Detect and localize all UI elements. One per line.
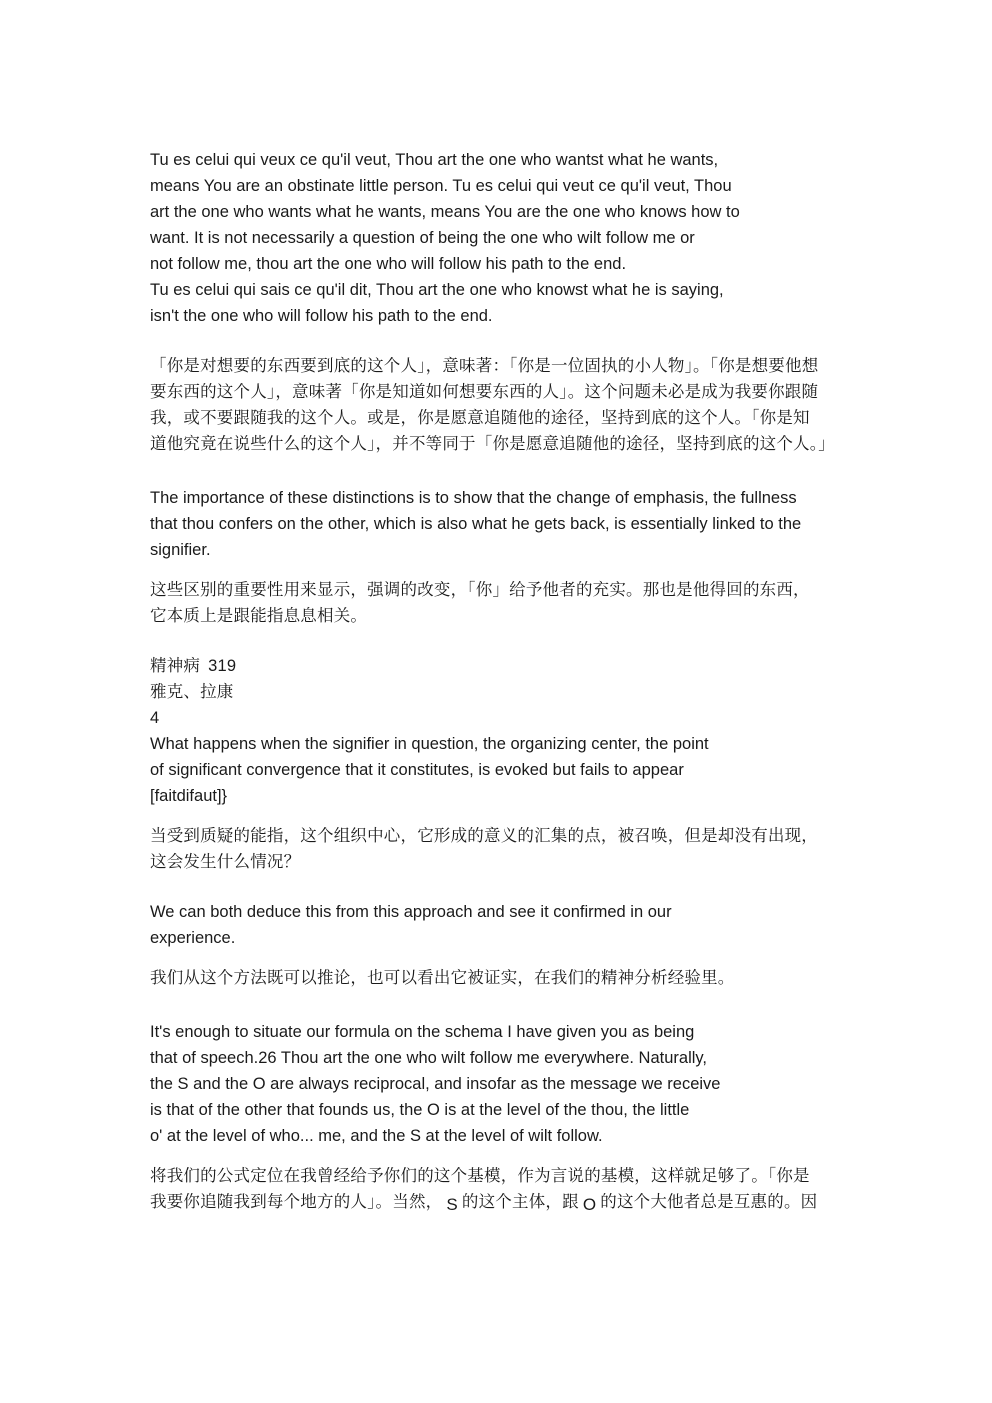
running-header [150, 653, 850, 679]
symbol-s: S [446, 1195, 458, 1214]
symbol-o: O [582, 1195, 597, 1214]
section-number: 4 [150, 709, 160, 727]
text-line: 当受到质疑的能指，这个组织中心，它形成的意义的汇集的点，被召唤，但是却没有出现， [150, 826, 818, 845]
header-title: 精神病 [150, 656, 201, 675]
paragraph-3-english [150, 731, 850, 809]
text-line: Tu es celui qui veux ce qu'il veut, Thou art the one who wantst what he wants, [150, 151, 719, 169]
paragraph-2-english [150, 485, 850, 563]
text-line: experience. [150, 929, 236, 947]
paragraph-3-chinese [150, 823, 850, 875]
text-line: 它本质上是跟能指息息相关。 [150, 606, 368, 625]
text-line: o' at the level of who... me, and the S at the level of wilt follow. [150, 1127, 603, 1145]
paragraph-4-english [150, 899, 850, 951]
text-line: 这些区别的重要性用来显示，强调的改变，「你」给予他者的充实。那也是他得回的东西， [150, 580, 810, 599]
text-line: 道他究竟在说些什么的这个人」，并不等同于「你是愿意追随他的途径，坚持到底的这个人。」 [150, 434, 835, 453]
section-number-block [150, 705, 850, 731]
text-line: 这会发生什么情况？ [150, 852, 301, 871]
page-number: 319 [208, 657, 237, 675]
paragraph-2-chinese [150, 577, 850, 629]
text-line: It's enough to situate our formula on the schema I have given you as being [150, 1023, 695, 1041]
text-line: art the one who wants what he wants, means You are the one who knows how to [150, 203, 740, 221]
text-line: 要东西的这个人」，意味著「你是知道如何想要东西的人」。这个问题未必是成为我要你跟随 [150, 382, 819, 401]
text-line: not follow me, thou art the one who will follow his path to the end. [150, 255, 627, 273]
text-line: 我，或不要跟随我的这个人。或是，你是愿意追随他的途径，坚持到底的这个人。「你是知 [150, 408, 810, 427]
text-segment: 的这个主体，跟 [461, 1192, 579, 1211]
text-line: that of speech.26 Thou art the one who wilt follow me everywhere. Naturally, [150, 1049, 708, 1067]
text-line: is that of the other that founds us, the O is at the level of the thou, the little [150, 1101, 690, 1119]
text-line: 「你是对想要的东西要到底的这个人」，意味著：「你是一位固执的小人物」。「你是想要他想 [150, 356, 819, 375]
text-line: [faitdifaut]} [150, 787, 228, 805]
text-line: want. It is not necessarily a question of being the one who wilt follow me or [150, 229, 695, 247]
text-line: the S and the O are always reciprocal, and insofar as the message we receive [150, 1075, 721, 1093]
text-line: of significant convergence that it constitutes, is evoked but fails to appear [150, 761, 684, 779]
text-line: The importance of these distinctions is to show that the change of emphasis, the fullness [150, 489, 797, 507]
text-line [150, 1189, 850, 1215]
text-segment: 的这个大他者总是互惠的。因 [600, 1192, 818, 1211]
paragraph-1-chinese [150, 353, 850, 457]
paragraph-1-english [150, 147, 850, 329]
text-line: means You are an obstinate little person. Tu es celui qui veut ce qu'il veut, Thou [150, 177, 732, 195]
text-line: 将我们的公式定位在我曾经给予你们的这个基模，作为言说的基模，这样就足够了。「你是 [150, 1166, 810, 1185]
text-line: isn't the one who will follow his path to the end. [150, 307, 493, 325]
text-line: Tu es celui qui sais ce qu'il dit, Thou art the one who knowst what he is saying, [150, 281, 724, 299]
text-line: signifier. [150, 541, 211, 559]
page-header-block [150, 653, 850, 705]
text-line: We can both deduce this from this approach and see it confirmed in our [150, 903, 672, 921]
paragraph-5-chinese [150, 1163, 850, 1215]
paragraph-5-english [150, 1019, 850, 1149]
text-segment: 我要你追随我到每个地方的人」。当然， [150, 1192, 443, 1211]
text-line: What happens when the signifier in question, the organizing center, the point [150, 735, 709, 753]
text-line: that thou confers on the other, which is also what he gets back, is essentially linked to the [150, 515, 802, 533]
document-page [150, 147, 850, 1215]
header-author: 雅克、拉康 [150, 682, 234, 701]
paragraph-4-chinese [150, 965, 850, 991]
text-line: 我们从这个方法既可以推论，也可以看出它被证实，在我们的精神分析经验里。 [150, 968, 735, 987]
